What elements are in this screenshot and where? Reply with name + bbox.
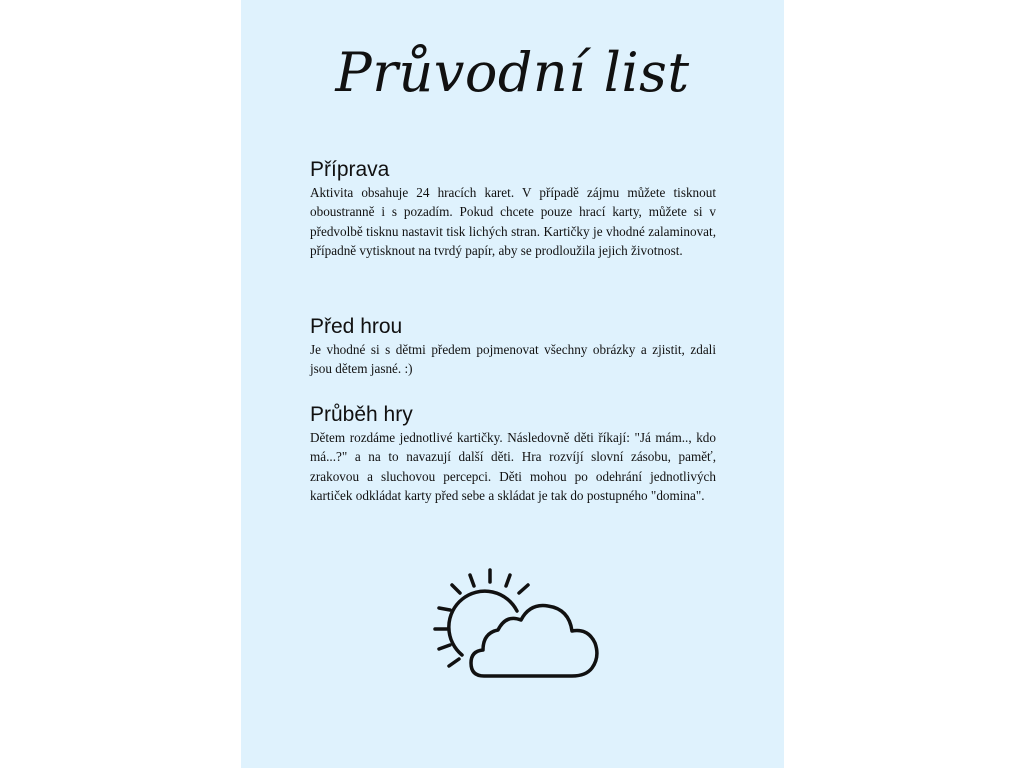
cloud-shape — [471, 606, 597, 676]
document-page — [241, 0, 784, 768]
section-heading: Průběh hry — [310, 403, 413, 426]
section-text: Je vhodné si s dětmi předem pojmenovat všechny obrázky a zjistit, zdali jsou dětem jasné. :) — [310, 342, 716, 377]
section-text: Aktivita obsahuje 24 hracích karet. V případě zájmu můžete tisknout oboustranně i s pozadím. Pokud chcete pouze hrací karty, můžete si v předvolbě tisknu nastavit tisk lichých stran. Kartičky je vhodné zalaminovat, případně vytisknout na tvrdý papír, aby se prodloužila jejich životnost. — [310, 185, 716, 259]
section-priprava — [310, 157, 716, 261]
section-text: Dětem rozdáme jednotlivé kartičky. Následovně děti říkají: "Já mám.., kdo má...?" a na to navazují další děti. Hra rozvíjí slovní zásobu, paměť, zrakovou a sluchovou percepci. Děti mohou po odehrání jednotlivých kartiček odkládat karty před sebe a skládat je tak do postupného "domina". — [310, 430, 716, 504]
section-pred-hrou — [310, 314, 716, 379]
page-title: Průvodní list — [335, 41, 690, 104]
section-prubeh-hry — [310, 402, 716, 506]
partly-cloudy-icon — [422, 565, 604, 685]
section-heading: Příprava — [310, 158, 390, 181]
section-heading: Před hrou — [310, 315, 403, 338]
